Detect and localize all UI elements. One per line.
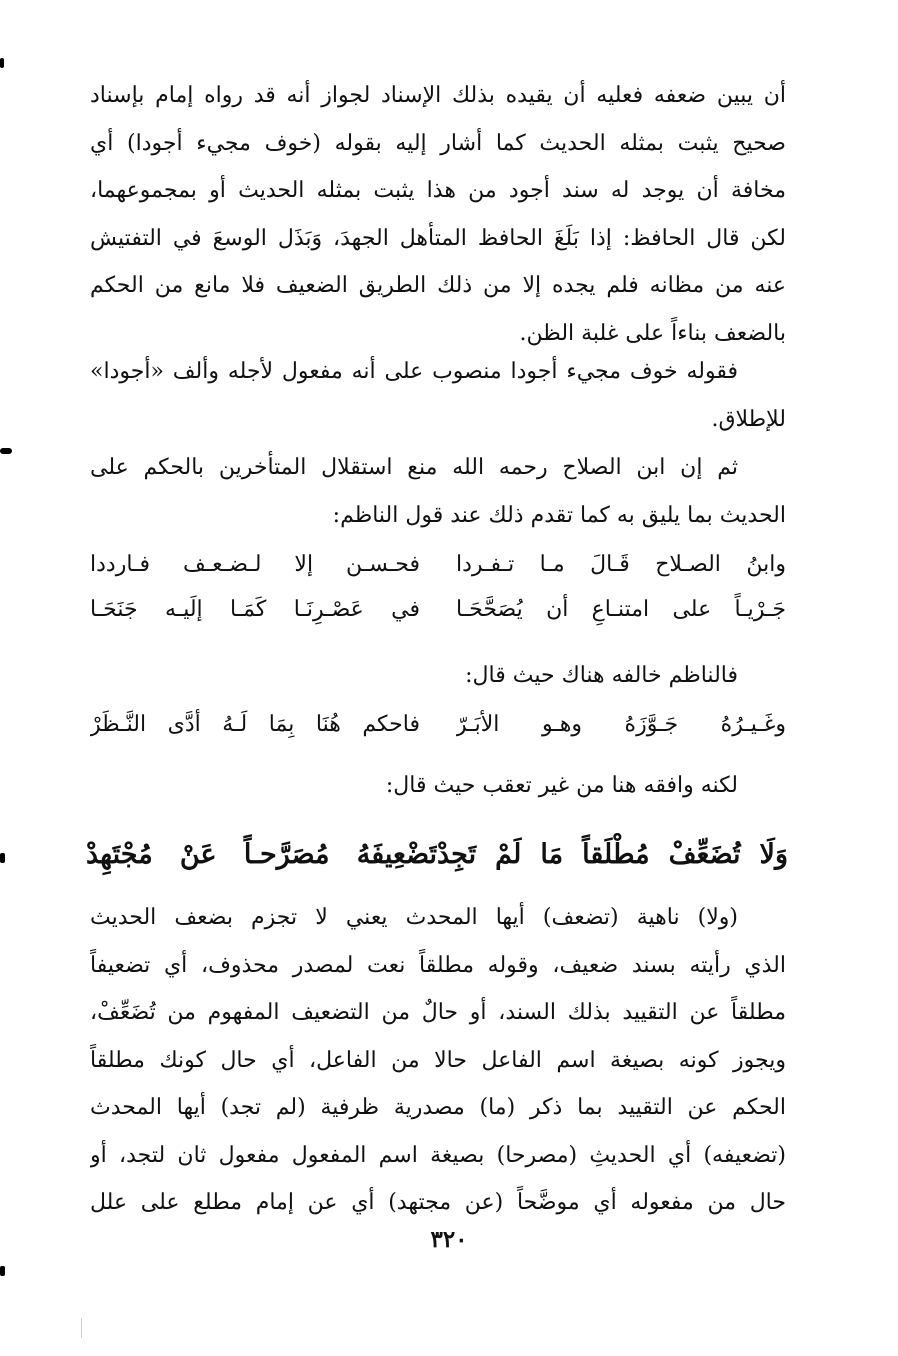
poem-verse [90,545,786,585]
scan-mark [0,58,4,68]
verse-second-hemistich: فحـسـن إلا لـضـعـف فـارددا [90,552,420,577]
main-verse-second-hemistich: تَضْعِيفَهُ مُصَرَّحـاً عَنْ مُجْتَهِدْ [86,839,437,870]
verse-second-hemistich: في عَصْـرِنَـا كَمَـا إلَيـه جَنَحَـا [90,597,420,622]
paragraph-4 [90,652,786,700]
text-line: مخافة أن يوجد له سند أجود من هذا يثبت بمثله الحديث أو بمجموعهما، [90,178,786,203]
paragraph-5 [90,762,786,810]
text-line: حال من مفعوله أي موضَّحاً (عن مجتهد) أي عن إمام مطلع على علل [90,1190,786,1215]
text-line: لكن قال الحافظ: إذا بَلَغَ الحافظ المتأهل الجهدَ، وَبَذَل الوسعَ في التفتيش [90,225,786,251]
main-verse-first-hemistich: وَلَا تُضَعِّفْ مُطْلَقاً مَا لَمْ تَجِدْ [437,839,788,870]
text-line: عنه من مظانه فلم يجده إلا من ذلك الطريق الضعيف فلا مانع من الحكم [90,273,786,298]
text-line: أن يبين ضعفه فعليه أن يقيده بذلك الإسناد لجواز أنه قد رواه إمام بإسناد [90,83,786,108]
verse-first-hemistich: وابنُ الصـلاح قَـالَ مـا تـفـردا [456,552,786,577]
text-line: الذي رأيته بسند ضعيف، وقوله مطلقاً نعت لمصدر محذوف، أي تضعيفاً [90,952,786,978]
text-line: الحكم عن التقييد بما ذكر (ما) مصدرية ظرفية (لم تجد) أيها المحدث [90,1095,786,1120]
poem-verse [90,590,786,630]
text-line: ويجوز كونه بصيغة اسم الفاعل حالا من الفاعل، أي حال كونك مطلقاً [90,1047,786,1073]
text-line: بالضعف بناءاً على غلبة الظن. [519,320,786,346]
paragraph-6 [90,894,786,1227]
text-line: للإطلاق. [711,406,786,432]
paragraph-3 [90,444,786,539]
paragraph-2 [90,348,786,443]
page-number: ٣٢٠ [430,1226,468,1253]
text-line: ثم إن ابن الصلاح رحمه الله منع استقلال المتأخرين بالحكم على [90,455,738,480]
scan-mark [0,1266,5,1276]
main-verse [86,833,788,877]
scan-mark [81,1318,82,1338]
verse-first-hemistich: جَـرْيـاً على امتنـاعِ أن يُصَحَّحَـا [456,597,786,622]
text-line: (ولا) ناهية (تضعف) أيها المحدث يعني لا تجزم بضعف الحديث [90,905,738,930]
text-line: لكنه وافقه هنا من غير تعقب حيث قال: [385,773,738,798]
text-line: فقوله خوف مجيء أجودا منصوب على أنه مفعول لأجله وألف «أجودا» [90,359,738,384]
text-line: مطلقاً عن التقييد بذلك السند، أو حالٌ من التضعيف المفهوم من تُضَعِّفْ، [90,1000,786,1025]
poem-verse [90,705,786,745]
verse-first-hemistich: وغَـيـرُهُ جَـوَّزَهُ وهـو الأبَـرّ [456,712,786,737]
scan-mark [0,448,12,454]
paragraph-1 [90,72,786,357]
text-line: الحديث بما يليق به كما تقدم ذلك عند قول الناظم: [332,502,786,528]
scan-mark [0,853,5,863]
text-line: فالناظم خالفه هناك حيث قال: [465,663,738,688]
text-line: صحيح يثبت بمثله الحديث كما أشار إليه بقوله (خوف مجيء أجودا) أي [90,130,786,156]
verse-second-hemistich: فاحكم هُنَا بِمَا لَـهُ أدَّى النَّـظَرْ [90,712,420,737]
text-line: (تضعيفه) أي الحديثِ (مصرحا) بصيغة اسم المفعول مفعول ثان لتجد، أو [90,1142,786,1168]
